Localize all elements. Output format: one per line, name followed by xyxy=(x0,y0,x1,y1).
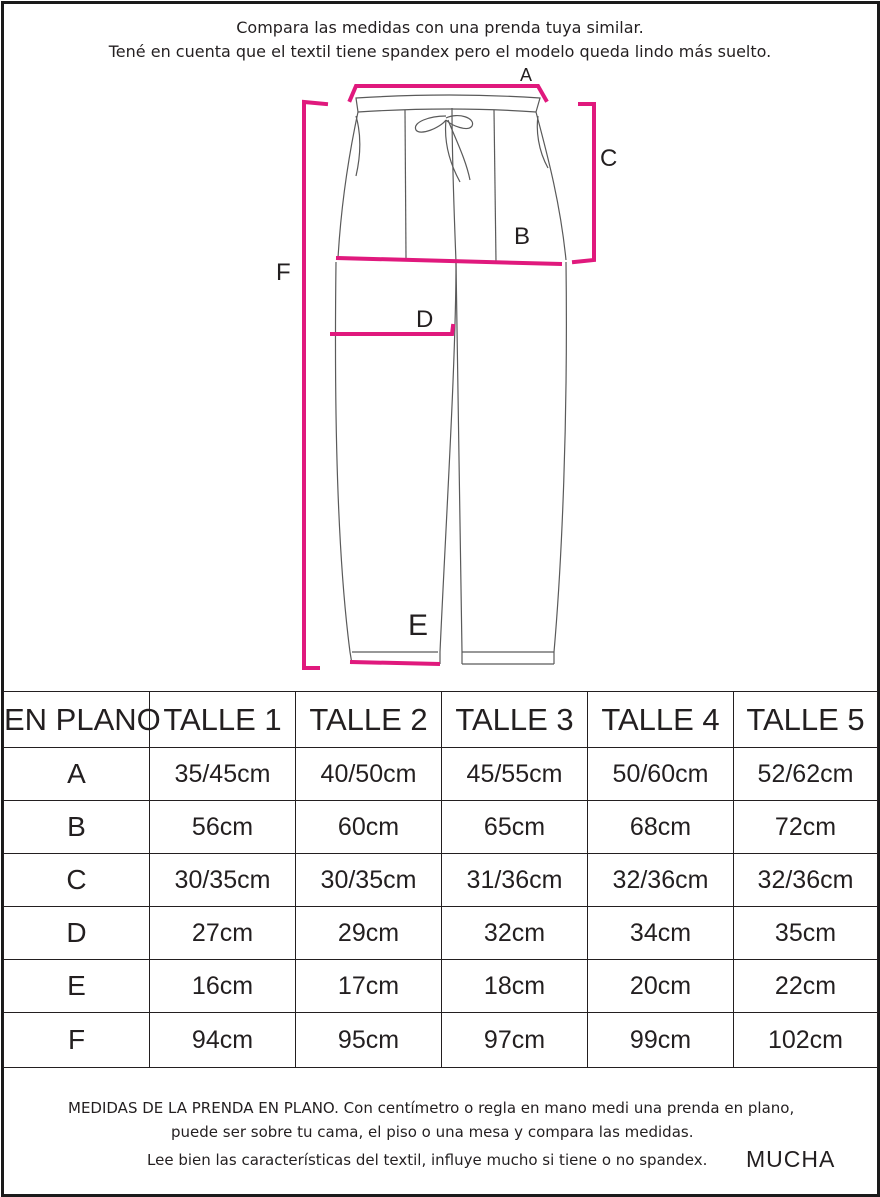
footer-line-2: puede ser sobre tu cama, el piso o una mesa y compara las medidas. xyxy=(171,1123,694,1141)
table-cell: 50/60cm xyxy=(588,748,734,801)
measure-line-f xyxy=(304,102,326,668)
table-row xyxy=(4,907,878,960)
label-a: A xyxy=(520,65,533,85)
table-cell: 16cm xyxy=(150,960,296,1013)
table-cell: 31/36cm xyxy=(442,854,588,907)
size-table xyxy=(3,691,878,1068)
table-cell: 56cm xyxy=(150,801,296,854)
measure-line-b xyxy=(338,258,560,264)
measure-line-e xyxy=(352,662,438,664)
measure-lines xyxy=(304,86,594,668)
table-header-row xyxy=(4,692,878,748)
label-f: F xyxy=(276,259,291,286)
table-cell: 102cm xyxy=(734,1013,878,1068)
row-label: B xyxy=(4,801,150,854)
table-cell: 22cm xyxy=(734,960,878,1013)
size-header: TALLE 4 xyxy=(588,692,734,748)
table-cell: 60cm xyxy=(296,801,442,854)
brand-logo: MUCHA xyxy=(746,1146,836,1172)
table-cell: 32/36cm xyxy=(734,854,878,907)
row-label: E xyxy=(4,960,150,1013)
table-cell: 29cm xyxy=(296,907,442,960)
table-cell: 18cm xyxy=(442,960,588,1013)
label-e: E xyxy=(408,609,429,642)
table-cell: 27cm xyxy=(150,907,296,960)
footer-line-3: Lee bien las características del textil, influye mucho si tiene o no spandex. xyxy=(147,1151,708,1169)
label-d: D xyxy=(416,306,434,333)
intro-line-2: Tené en cuenta que el textil tiene spandex pero el modelo queda lindo más suelto. xyxy=(108,42,772,61)
table-cell: 34cm xyxy=(588,907,734,960)
intro-text xyxy=(0,16,880,64)
table-cell: 35cm xyxy=(734,907,878,960)
table-cell: 95cm xyxy=(296,1013,442,1068)
table-cell: 94cm xyxy=(150,1013,296,1068)
size-header: TALLE 3 xyxy=(442,692,588,748)
table-row xyxy=(4,1013,878,1068)
table-corner-label: EN PLANO xyxy=(4,692,150,748)
table-cell: 32cm xyxy=(442,907,588,960)
label-c: C xyxy=(600,145,618,172)
table-row xyxy=(4,854,878,907)
row-label: A xyxy=(4,748,150,801)
row-label: D xyxy=(4,907,150,960)
table-cell: 17cm xyxy=(296,960,442,1013)
table-row xyxy=(4,748,878,801)
table-cell: 30/35cm xyxy=(296,854,442,907)
measure-line-d xyxy=(332,326,453,334)
table-cell: 65cm xyxy=(442,801,588,854)
footer-line-1: MEDIDAS DE LA PRENDA EN PLANO. Con centímetro o regla en mano medi una prenda en plano, xyxy=(68,1099,795,1117)
table-cell: 97cm xyxy=(442,1013,588,1068)
size-header: TALLE 1 xyxy=(150,692,296,748)
table-cell: 99cm xyxy=(588,1013,734,1068)
table-cell: 40/50cm xyxy=(296,748,442,801)
row-label: C xyxy=(4,854,150,907)
pants-outline xyxy=(336,95,567,664)
table-cell: 20cm xyxy=(588,960,734,1013)
table-row xyxy=(4,960,878,1013)
table-row xyxy=(4,801,878,854)
table-cell: 45/55cm xyxy=(442,748,588,801)
measure-line-a xyxy=(350,86,546,100)
pants-diagram xyxy=(0,60,880,680)
row-label: F xyxy=(4,1013,150,1068)
label-b: B xyxy=(514,223,531,250)
table-cell: 30/35cm xyxy=(150,854,296,907)
table-cell: 35/45cm xyxy=(150,748,296,801)
size-header: TALLE 5 xyxy=(734,692,878,748)
measure-line-c xyxy=(574,104,594,262)
size-header: TALLE 2 xyxy=(296,692,442,748)
table-cell: 68cm xyxy=(588,801,734,854)
intro-line-1: Compara las medidas con una prenda tuya similar. xyxy=(236,18,644,37)
table-cell: 32/36cm xyxy=(588,854,734,907)
table-cell: 72cm xyxy=(734,801,878,854)
table-cell: 52/62cm xyxy=(734,748,878,801)
